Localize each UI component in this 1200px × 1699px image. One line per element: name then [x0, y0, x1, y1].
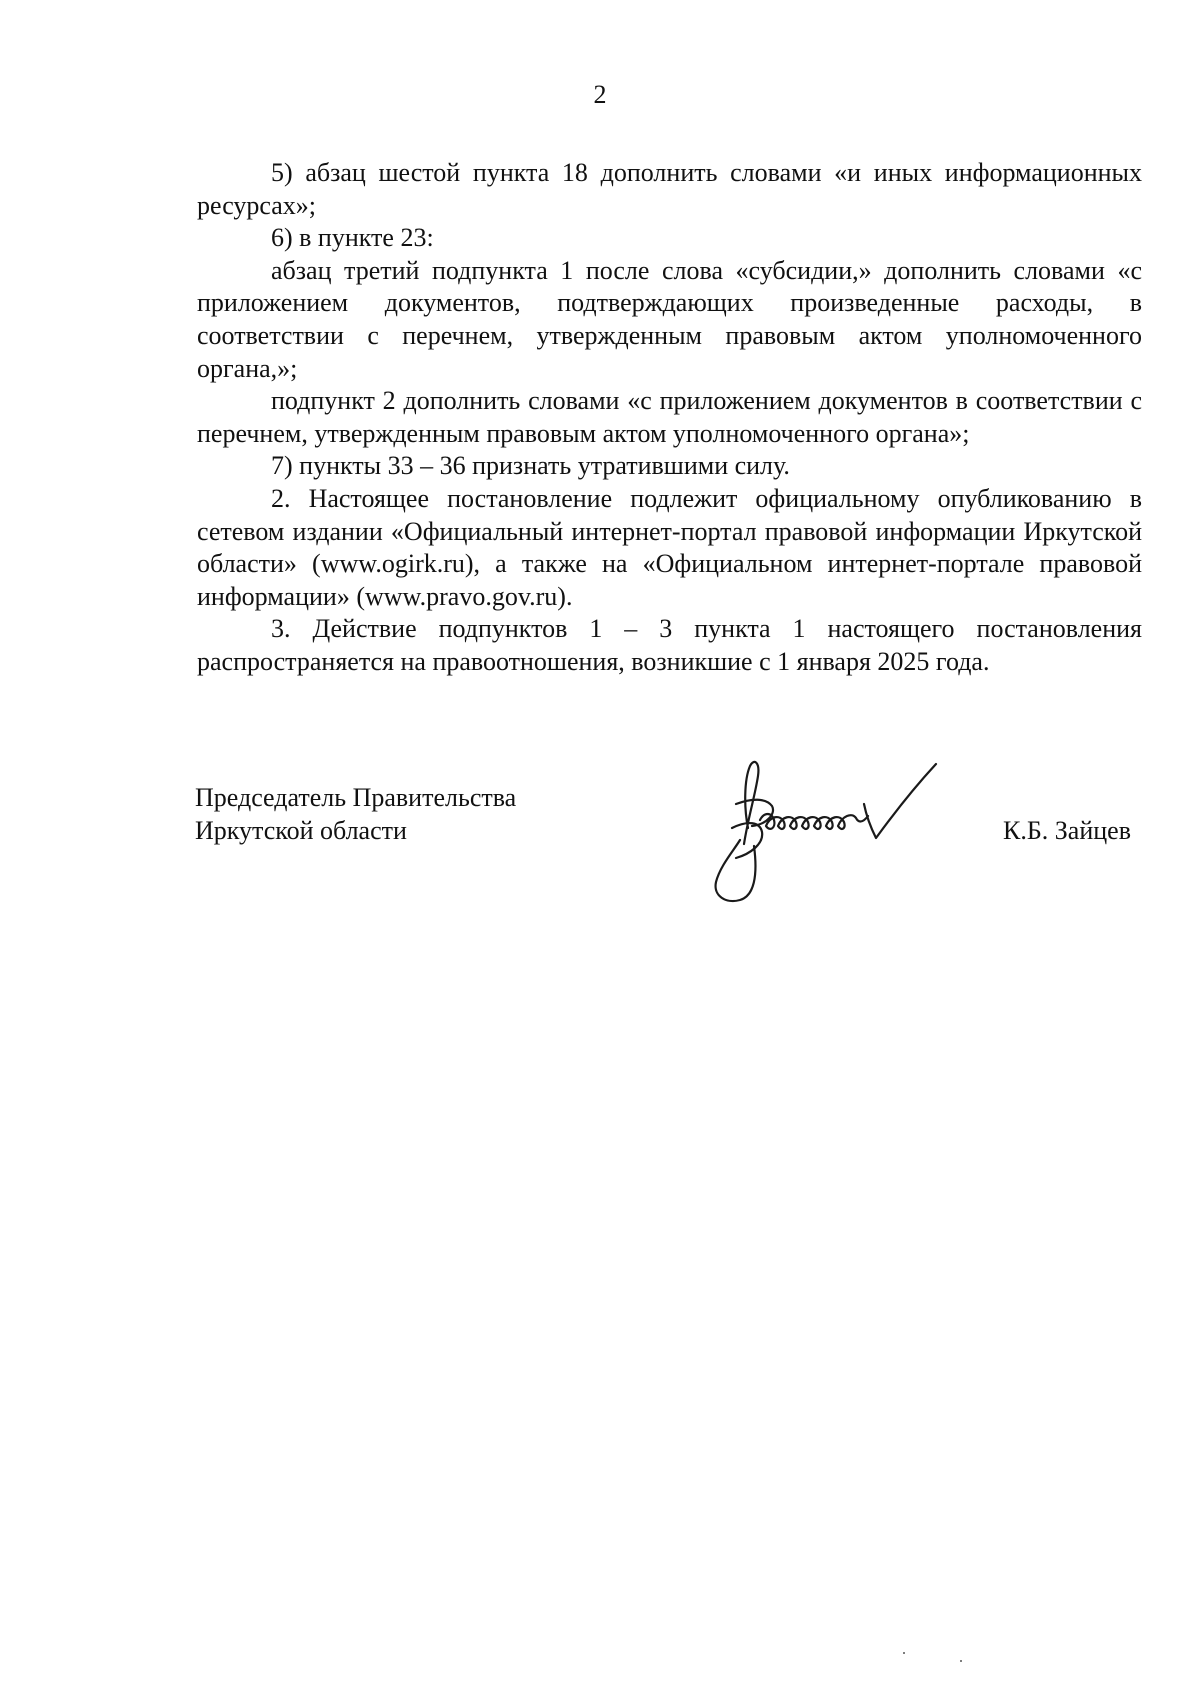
paragraph-point-2: 2. Настоящее постановление подлежит официальному опубликованию в сетевом издании «Официальный интернет-портал правовой информации Иркутской области» (www.ogirk.ru), а также на «Официальном интернет-портале правовой информации» (www.pravo.gov.ru).: [197, 483, 1142, 611]
scan-speck: [960, 1660, 962, 1662]
paragraph-item-6: 6) в пункте 23:: [271, 223, 434, 253]
signatory-name: К.Б. Зайцев: [1003, 816, 1131, 845]
page-number: 2: [593, 80, 607, 109]
signatory-position-line-1: Председатель Правительства: [195, 783, 517, 812]
signatory-position: [195, 782, 516, 847]
scan-speck: [903, 1652, 905, 1654]
paragraph-subitem-1: абзац третий подпункта 1 после слова «субсидии,» дополнить словами «с приложением документов, подтверждающих произведенные расходы, в соответствии с перечнем, утвержденным правовым актом уполномоченного органа,»;: [197, 255, 1142, 383]
handwritten-signature: [700, 758, 970, 908]
paragraph-item-5: 5) абзац шестой пункта 18 дополнить словами «и иных информационных ресурсах»;: [197, 158, 1142, 220]
paragraph-point-3: 3. Действие подпунктов 1 – 3 пункта 1 настоящего постановления распространяется на правоотношения, возникшие с 1 января 2025 года.: [197, 614, 1142, 676]
document-body: [197, 157, 1142, 679]
paragraph-item-7: 7) пункты 33 – 36 признать утратившими силу.: [271, 451, 790, 481]
paragraph-subitem-2: подпункт 2 дополнить словами «с приложением документов в соответствии с перечнем, утвержденным правовым актом уполномоченного органа»;: [197, 386, 1142, 448]
signatory-position-line-2: Иркутской области: [195, 815, 407, 845]
